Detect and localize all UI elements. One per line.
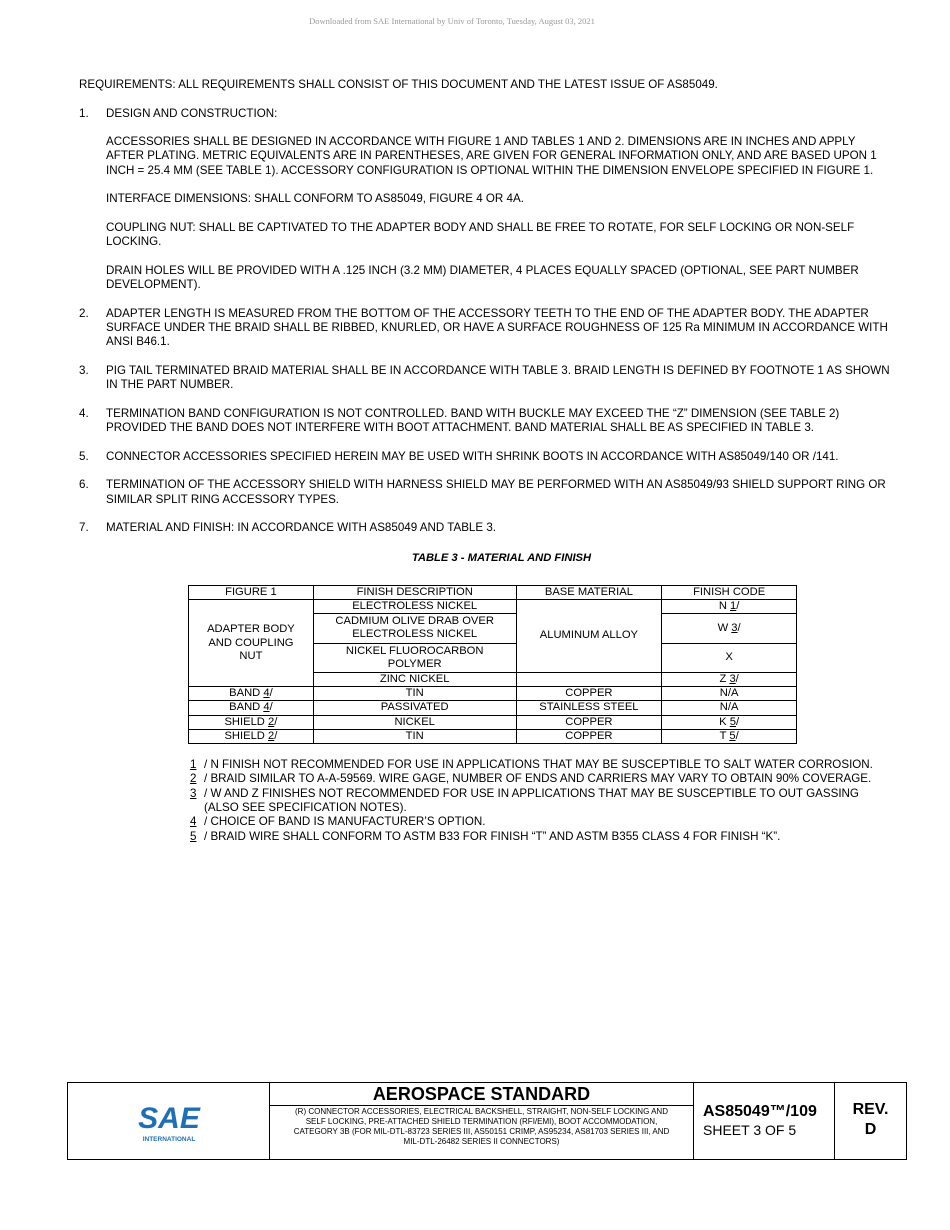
- finish-code-cell: Z 3/: [662, 673, 797, 687]
- item-paragraph: TERMINATION OF THE ACCESSORY SHIELD WITH HARNESS SHIELD MAY BE PERFORMED WITH AN AS85049/93 SHIELD SUPPORT RING OR SIMILAR SPLIT RING ACCESSORY TYPES.: [106, 478, 886, 506]
- finish-description-cell: ZINC NICKEL: [313, 673, 516, 687]
- numbered-item: [79, 364, 894, 393]
- item-number: 3.: [79, 363, 89, 377]
- item-paragraph: DESIGN AND CONSTRUCTION:: [106, 106, 278, 120]
- item-paragraph: PIG TAIL TERMINATED BRAID MATERIAL SHALL BE IN ACCORDANCE WITH TABLE 3. BRAID LENGTH IS DEFINED BY FOOTNOTE 1 AS SHOWN IN THE PART NUMBER.: [106, 363, 890, 392]
- item-paragraph: DRAIN HOLES WILL BE PROVIDED WITH A .125 INCH (3.2 MM) DIAMETER, 4 PLACES EQUALLY SPACED (OPTIONAL, SEE PART NUMBER DEVELOPMENT).: [106, 263, 859, 292]
- footnote: [190, 772, 894, 786]
- footnote-text: / BRAID SIMILAR TO A-A-59569. WIRE GAGE, NUMBER OF ENDS AND CARRIERS MAY VARY TO OBTAIN 90% COVERAGE.: [204, 772, 872, 786]
- finish-code-cell: N/A: [662, 687, 797, 701]
- item-paragraph: INTERFACE DIMENSIONS: SHALL CONFORM TO AS85049, FIGURE 4 OR 4A.: [106, 192, 524, 206]
- finish-code-cell: T 5/: [662, 729, 797, 743]
- footnote: [190, 815, 894, 829]
- table-header-row: [189, 585, 797, 599]
- base-material-cell: [516, 673, 662, 687]
- finish-code-cell: N/A: [662, 701, 797, 715]
- column-header: BASE MATERIAL: [516, 585, 662, 599]
- finish-description-cell: TIN: [313, 729, 516, 743]
- svg-text:SAE: SAE: [137, 1102, 200, 1135]
- figure-cell: SHIELD 2/: [189, 729, 314, 743]
- footnote-ref: 3: [731, 621, 738, 634]
- base-material-cell: COPPER: [516, 687, 662, 701]
- finish-description-cell: ELECTROLESS NICKEL: [313, 600, 516, 614]
- material-finish-table: [188, 585, 797, 744]
- footnote-number: 3: [190, 786, 197, 800]
- item-paragraph: TERMINATION BAND CONFIGURATION IS NOT CONTROLLED. BAND WITH BUCKLE MAY EXCEED THE “Z” DIMENSION (SEE TABLE 2) PROVIDED THE BAND DOES NOT INTERFERE WITH BOOT ATTACHMENT. BAND MATERIAL SHALL BE AS SPECIFIED IN TABLE 3.: [106, 406, 840, 435]
- footnote-ref: 1: [730, 600, 737, 612]
- numbered-item: [79, 307, 894, 350]
- item-number: 1.: [79, 106, 89, 120]
- base-material-cell: STAINLESS STEEL: [516, 701, 662, 715]
- column-header: FIGURE 1: [189, 585, 314, 599]
- table-row: [189, 729, 797, 743]
- table-footnotes: [190, 758, 894, 844]
- footnote-ref: 5: [729, 715, 736, 728]
- document-number: AS85049™/109: [703, 1103, 817, 1120]
- footnote-ref: 3: [729, 673, 736, 686]
- finish-description-cell: PASSIVATED: [313, 701, 516, 715]
- item-number: 6.: [79, 478, 89, 492]
- figure-cell: BAND 4/: [189, 687, 314, 701]
- sheet-number: SHEET 3 OF 5: [703, 1122, 797, 1138]
- footnote: [190, 830, 894, 844]
- finish-code-cell: K 5/: [662, 715, 797, 729]
- table-row: [189, 687, 797, 701]
- numbered-item: [79, 407, 894, 436]
- numbered-item: [79, 521, 894, 535]
- numbered-items: [79, 107, 894, 536]
- base-material-cell: COPPER: [516, 715, 662, 729]
- finish-description-cell: NICKEL FLUOROCARBON POLYMER: [313, 643, 516, 672]
- footnote-text: / N FINISH NOT RECOMMENDED FOR USE IN APPLICATIONS THAT MAY BE SUSCEPTIBLE TO SALT WATER CORROSION.: [204, 758, 873, 772]
- revision-label: REV.: [852, 1101, 889, 1118]
- footnote-ref: 4: [263, 687, 270, 700]
- footnote-text: / BRAID WIRE SHALL CONFORM TO ASTM B33 FOR FINISH “T” AND ASTM B355 CLASS 4 FOR FINISH “K”.: [204, 829, 781, 843]
- svg-text:INTERNATIONAL: INTERNATIONAL: [142, 1136, 195, 1143]
- column-header: FINISH DESCRIPTION: [313, 585, 516, 599]
- table-title: TABLE 3 - MATERIAL AND FINISH: [411, 551, 592, 564]
- table-row: [189, 600, 797, 614]
- requirements-statement: REQUIREMENTS: ALL REQUIREMENTS SHALL CONSIST OF THIS DOCUMENT AND THE LATEST ISSUE OF AS85049.: [79, 78, 718, 91]
- base-material-cell: COPPER: [516, 729, 662, 743]
- figure-cell-adapter: ADAPTER BODY AND COUPLING NUT: [189, 600, 314, 687]
- footnote-ref: 2: [268, 729, 275, 742]
- finish-description-cell: CADMIUM OLIVE DRAB OVER ELECTROLESS NICKEL: [313, 614, 516, 643]
- figure-cell: BAND 4/: [189, 701, 314, 715]
- document-body: [79, 78, 894, 844]
- numbered-item: [79, 450, 894, 464]
- column-header: FINISH CODE: [662, 585, 797, 599]
- footnote-number: 4: [190, 815, 197, 829]
- sae-logo-mark: [134, 1098, 204, 1144]
- title-block: [67, 1082, 907, 1160]
- numbered-item: [79, 478, 894, 507]
- item-number: 5.: [79, 449, 89, 463]
- finish-description-cell: TIN: [313, 687, 516, 701]
- download-watermark: Downloaded from SAE International by Univ of Toronto, Tuesday, August 03, 2021: [309, 16, 595, 26]
- finish-description-cell: NICKEL: [313, 715, 516, 729]
- sae-logo: [68, 1083, 270, 1159]
- standard-title: AEROSPACE STANDARD: [270, 1083, 693, 1106]
- footnote: [190, 787, 894, 816]
- item-number: 7.: [79, 521, 89, 535]
- item-paragraph: MATERIAL AND FINISH: IN ACCORDANCE WITH AS85049 AND TABLE 3.: [106, 521, 496, 535]
- standard-description: (R) CONNECTOR ACCESSORIES, ELECTRICAL BACKSHELL, STRAIGHT, NON-SELF LOCKING AND SELF LOCKING, PRE-ATTACHED SHIELD TERMINATION (RFI/EMI), BOOT ACCOMMODATION, CATEGORY 3B (FOR MIL-DTL-83723 SERIES III, AS50151 CRIMP, AS95234, AS81703 SERIES III, AND MIL-DTL-26482 SERIES II CONNECTORS): [293, 1107, 670, 1146]
- footnote-number: 2: [190, 772, 197, 786]
- footnote-number: 5: [190, 829, 197, 843]
- item-paragraph: CONNECTOR ACCESSORIES SPECIFIED HEREIN MAY BE USED WITH SHRINK BOOTS IN ACCORDANCE WITH AS85049/140 OR /141.: [106, 449, 839, 463]
- item-number: 2.: [79, 306, 89, 320]
- footnote-ref: 5: [729, 729, 736, 742]
- item-paragraph: COUPLING NUT: SHALL BE CAPTIVATED TO THE ADAPTER BODY AND SHALL BE FREE TO ROTATE, FOR SELF LOCKING OR NON-SELF LOCKING.: [106, 220, 855, 249]
- table-row: [189, 715, 797, 729]
- footnote: [190, 758, 894, 772]
- footnote-number: 1: [190, 758, 197, 772]
- item-paragraph: ADAPTER LENGTH IS MEASURED FROM THE BOTTOM OF THE ACCESSORY TEETH TO THE END OF THE ADAPTER BODY. THE ADAPTER SURFACE UNDER THE BRAID SHALL BE RIBBED, KNURLED, OR HAVE A SURFACE ROUGHNESS OF 125 Ra MINIMUM IN ACCORDANCE WITH ANSI B46.1.: [106, 306, 888, 349]
- item-number: 4.: [79, 406, 89, 420]
- figure-cell: SHIELD 2/: [189, 715, 314, 729]
- finish-code-cell: X: [662, 643, 797, 672]
- base-material-cell: ALUMINUM ALLOY: [516, 600, 662, 673]
- finish-code-cell: W 3/: [662, 614, 797, 643]
- footnote-ref: 4: [263, 701, 270, 714]
- footnote-ref: 2: [268, 715, 275, 728]
- footnote-text: / W AND Z FINISHES NOT RECOMMENDED FOR USE IN APPLICATIONS THAT MAY BE SUSCEPTIBLE TO OUT GASSING (ALSO SEE SPECIFICATION NOTES).: [204, 786, 859, 814]
- table-row: [189, 701, 797, 715]
- numbered-item: [79, 107, 894, 293]
- footnote-text: / CHOICE OF BAND IS MANUFACTURER’S OPTION.: [204, 815, 486, 829]
- finish-code-cell: N 1/: [662, 600, 797, 614]
- revision-letter: D: [864, 1121, 877, 1138]
- item-paragraph: ACCESSORIES SHALL BE DESIGNED IN ACCORDANCE WITH FIGURE 1 AND TABLES 1 AND 2. DIMENSIONS ARE IN INCHES AND APPLY AFTER PLATING. METRIC EQUIVALENTS ARE IN PARENTHESES, ARE GIVEN FOR GENERAL INFORMATION ONLY, AND ARE BASED UPON 1 INCH = 25.4 MM (SEE TABLE 1). ACCESSORY CONFIGURATION IS OPTIONAL WITHIN THE DIMENSION ENVELOPE SPECIFIED IN FIGURE 1.: [106, 135, 877, 177]
